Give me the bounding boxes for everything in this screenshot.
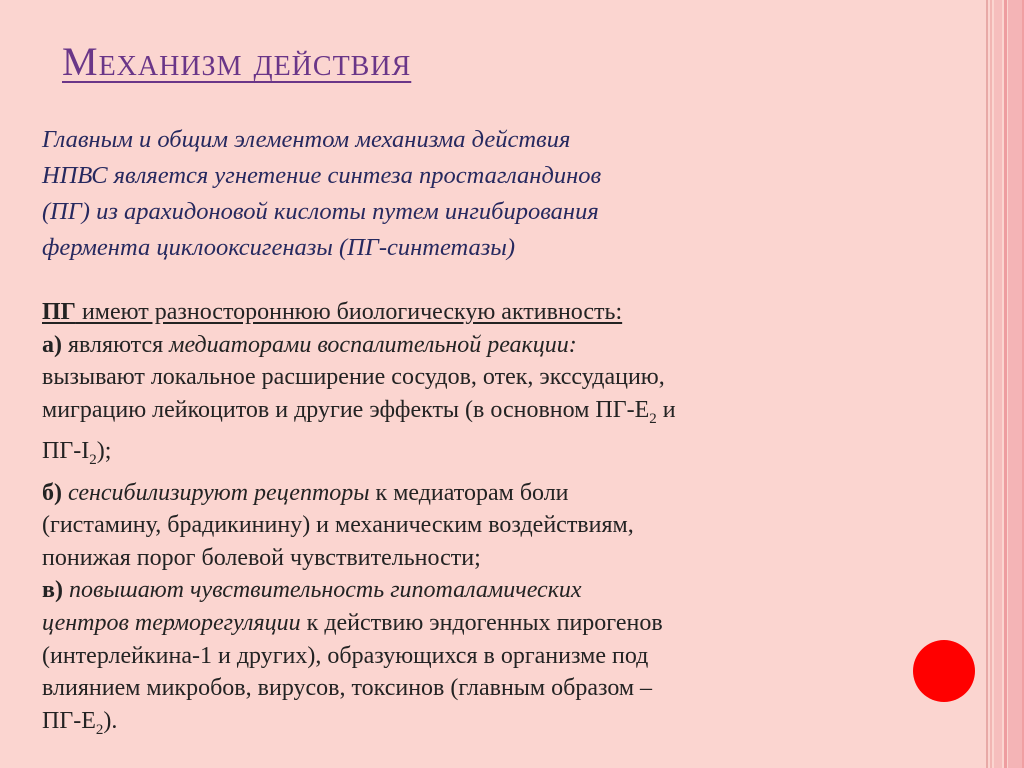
- item-c-line: влиянием микробов, вирусов, токсинов (главным образом –: [42, 675, 653, 702]
- subscript: 2: [95, 721, 104, 738]
- item-b-line: понижая порог болевой чувствительности;: [42, 544, 481, 571]
- pg-heading-rest: имеют разностороннюю биологическую активность:: [75, 299, 623, 325]
- item-a-text: миграцию лейкоцитов и другие эффекты (в основном ПГ-Е: [42, 396, 650, 423]
- item-b-line: [42, 477, 872, 510]
- intro-line: (ПГ) из арахидоновой кислоты путем ингибирования: [42, 198, 599, 225]
- item-a-marker: а): [42, 331, 62, 358]
- item-c-italic: повышают чувствительность гипоталамических: [62, 577, 582, 604]
- item-b-italic: сенсибилизируют рецепторы: [62, 479, 370, 506]
- item-a-line: вызывают локальное расширение сосудов, отек, экссудацию,: [42, 364, 665, 391]
- intro-paragraph: [42, 122, 832, 266]
- subscript: 2: [89, 451, 97, 468]
- body-text: [42, 296, 872, 746]
- item-a-line: [42, 394, 872, 435]
- item-a-text: являются: [62, 331, 170, 358]
- item-c-line: (интерлейкина-1 и других), образующихся в организме под: [42, 642, 649, 669]
- item-c-text: ).: [103, 707, 118, 734]
- item-a-text: и: [656, 396, 676, 423]
- intro-line: фермента циклооксигеназы (ПГ-синтетазы): [42, 234, 516, 261]
- item-c-text: к действию эндогенных пирогенов: [300, 609, 663, 636]
- intro-line: Главным и общим элементом механизма действия: [42, 126, 571, 153]
- item-a-text: );: [96, 438, 112, 465]
- item-a-text: ПГ-I: [42, 438, 90, 465]
- item-a-line: [42, 435, 872, 476]
- pg-heading-bold: ПГ: [42, 299, 76, 325]
- subscript: 2: [649, 410, 657, 427]
- item-b-line: (гистамину, брадикинину) и механическим воздействиям,: [42, 512, 634, 539]
- item-b-marker: б): [42, 479, 62, 506]
- intro-line: НПВС является угнетение синтеза простагландинов: [42, 162, 602, 189]
- item-c-italic: центров терморегуляции: [42, 609, 301, 636]
- item-a-italic: медиаторами воспалительной реакции:: [169, 331, 577, 358]
- red-circle-decoration: [913, 640, 975, 702]
- slide-title: Механизм действия: [62, 39, 412, 84]
- item-a-line: [42, 329, 872, 362]
- item-c-text: ПГ-Е: [42, 707, 96, 734]
- item-b-text: к медиаторам боли: [369, 479, 569, 506]
- item-c-marker: в): [42, 577, 63, 604]
- decor-stripe: [990, 0, 992, 768]
- decor-stripe: [1008, 0, 1022, 768]
- item-c-line: [42, 607, 872, 640]
- decor-stripe: [994, 0, 1002, 768]
- decor-stripe: [1004, 0, 1007, 768]
- item-c-line: [42, 705, 872, 746]
- item-c-line: [42, 574, 872, 607]
- pg-heading: [42, 296, 872, 329]
